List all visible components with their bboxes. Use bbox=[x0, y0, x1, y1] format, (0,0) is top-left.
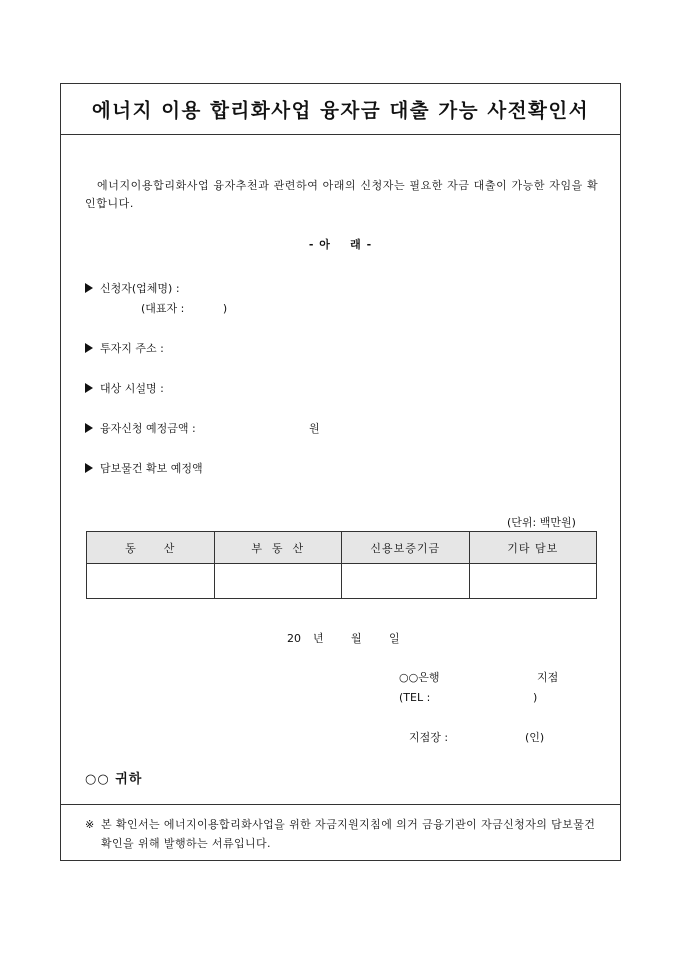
reference-mark: ※ bbox=[85, 818, 95, 831]
field-loan-amount bbox=[85, 420, 196, 438]
bank-tel-label: (TEL : bbox=[399, 691, 431, 704]
footnote-text: 본 확인서는 에너지이용합리화사업을 위한 자금지원지침에 의거 금융기관이 자금신청자의 담보물건 확인을 위해 발행하는 서류입니다. bbox=[101, 818, 596, 850]
field-facility-label: 대상 시설명 : bbox=[100, 382, 164, 395]
arrow-icon bbox=[85, 423, 93, 433]
collateral-table bbox=[86, 531, 597, 599]
field-address-label: 투자지 주소 : bbox=[100, 342, 164, 355]
document-title: 에너지 이용 합리화사업 융자금 대출 가능 사전확인서 bbox=[91, 99, 590, 122]
unit-label: (단위: 백만원) bbox=[507, 516, 576, 529]
field-applicant bbox=[85, 280, 180, 298]
date-day: 일 bbox=[389, 632, 400, 645]
cell-real-estate[interactable] bbox=[214, 564, 342, 599]
cell-credit-guarantee[interactable] bbox=[342, 564, 470, 599]
cell-movable[interactable] bbox=[87, 564, 215, 599]
footnote bbox=[85, 815, 605, 853]
arrow-icon bbox=[85, 463, 93, 473]
header-movable: 동 산 bbox=[87, 532, 215, 564]
header-real-estate: 부 동 산 bbox=[214, 532, 342, 564]
intro-paragraph: 에너지이용합리화사업 융자추천과 관련하여 아래의 신청자는 필요한 자금 대출이 가능한 자임을 확인합니다. bbox=[85, 179, 599, 210]
field-collateral-label: 담보물건 확보 예정액 bbox=[100, 462, 203, 475]
arrow-icon bbox=[85, 283, 93, 293]
branch-manager-label: 지점장 : bbox=[409, 731, 449, 744]
field-investment-address bbox=[85, 340, 164, 358]
seal-mark: (인) bbox=[525, 731, 545, 744]
header-credit-guarantee: 신용보증기금 bbox=[342, 532, 470, 564]
bank-branch: 지점 bbox=[537, 671, 559, 684]
field-applicant-label: 신청자(업체명) : bbox=[100, 282, 180, 295]
addressee: ○○ 귀하 bbox=[85, 772, 143, 787]
bank-name: ○○은행 bbox=[399, 671, 440, 684]
bank-tel-close: ) bbox=[533, 691, 538, 704]
header-other: 기타 담보 bbox=[469, 532, 597, 564]
field-facility-name bbox=[85, 380, 164, 398]
arrow-icon bbox=[85, 383, 93, 393]
date-year-prefix: 20 bbox=[287, 632, 301, 645]
table-header-row bbox=[87, 532, 597, 564]
field-loan-label: 융자신청 예정금액 : bbox=[100, 422, 196, 435]
field-representative: (대표자 : ) bbox=[141, 302, 228, 315]
arrow-icon bbox=[85, 343, 93, 353]
certificate-form bbox=[60, 83, 621, 861]
title-box bbox=[61, 84, 620, 135]
field-collateral bbox=[85, 460, 203, 478]
notice-heading: - 아 래 - bbox=[308, 238, 373, 251]
footer-divider bbox=[61, 804, 620, 805]
date-month: 월 bbox=[351, 632, 362, 645]
date-year: 년 bbox=[313, 632, 324, 645]
field-loan-unit: 원 bbox=[309, 422, 320, 435]
cell-other[interactable] bbox=[469, 564, 597, 599]
table-row bbox=[87, 564, 597, 599]
